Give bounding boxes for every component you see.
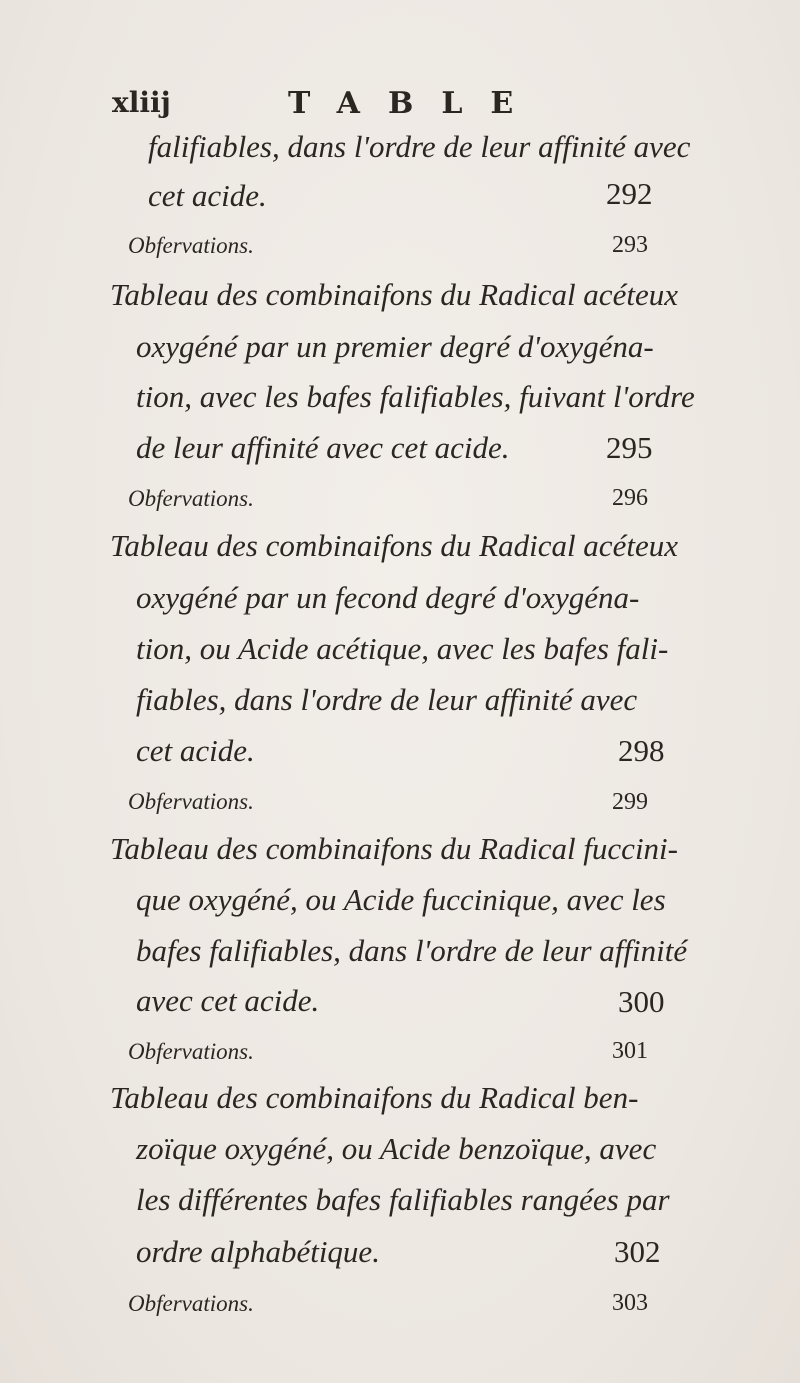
entry-line: oxygéné par un premier degré d'oxygéna- [136,329,654,364]
entry-page-number: 302 [614,1234,661,1269]
page-number: xliij [112,86,171,119]
entry-line: zoïque oxygéné, ou Acide benzoïque, avec [136,1131,657,1166]
entry-line: tion, ou Acide acétique, avec les bafes fali- [136,631,669,666]
entry-page-number: 303 [612,1290,648,1316]
observations-label: Obfervations. [128,1039,254,1064]
entry-line: ordre alphabétique. [136,1234,380,1269]
entry-page-number: 292 [606,176,653,211]
entry-line: oxygéné par un fecond degré d'oxygéna- [136,580,640,615]
entry-line: avec cet acide. [136,983,320,1018]
entry-line: falifiables, dans l'ordre de leur affinité avec [148,129,691,164]
observations-label: Obfervations. [128,1291,254,1316]
entry-line: tion, avec les bafes falifiables, fuivant l'ordre [136,379,695,414]
entry-page-number: 298 [618,733,665,768]
entry-line: que oxygéné, ou Acide fuccinique, avec les [136,882,666,917]
observations-label: Obfervations. [128,233,254,258]
entry-line: Tableau des combinaifons du Radical acéteux [110,528,678,563]
entry-line: les différentes bafes falifiables rangées par [136,1182,670,1217]
observations-label: Obfervations. [128,486,254,511]
entry-line: fiables, dans l'ordre de leur affinité avec [136,682,638,717]
entry-page-number: 301 [612,1038,648,1064]
entry-line: Tableau des combinaifons du Radical acéteux [110,277,678,312]
page-header [112,86,672,126]
entry-line: Tableau des combinaifons du Radical ben- [110,1080,639,1115]
observations-label: Obfervations. [128,789,254,814]
entry-line: cet acide. [136,733,255,768]
entry-page-number: 293 [612,232,648,258]
running-title: TABLE [288,86,542,121]
entry-line: de leur affinité avec cet acide. [136,430,510,465]
entry-line: bafes falifiables, dans l'ordre de leur affinité [136,933,688,968]
entry-page-number: 296 [612,485,648,511]
entry-page-number: 299 [612,789,648,815]
entry-line: Tableau des combinaifons du Radical fuccini- [110,831,678,866]
entry-page-number: 300 [618,984,665,1019]
entry-page-number: 295 [606,430,653,465]
entry-line: cet acide. [148,178,267,213]
